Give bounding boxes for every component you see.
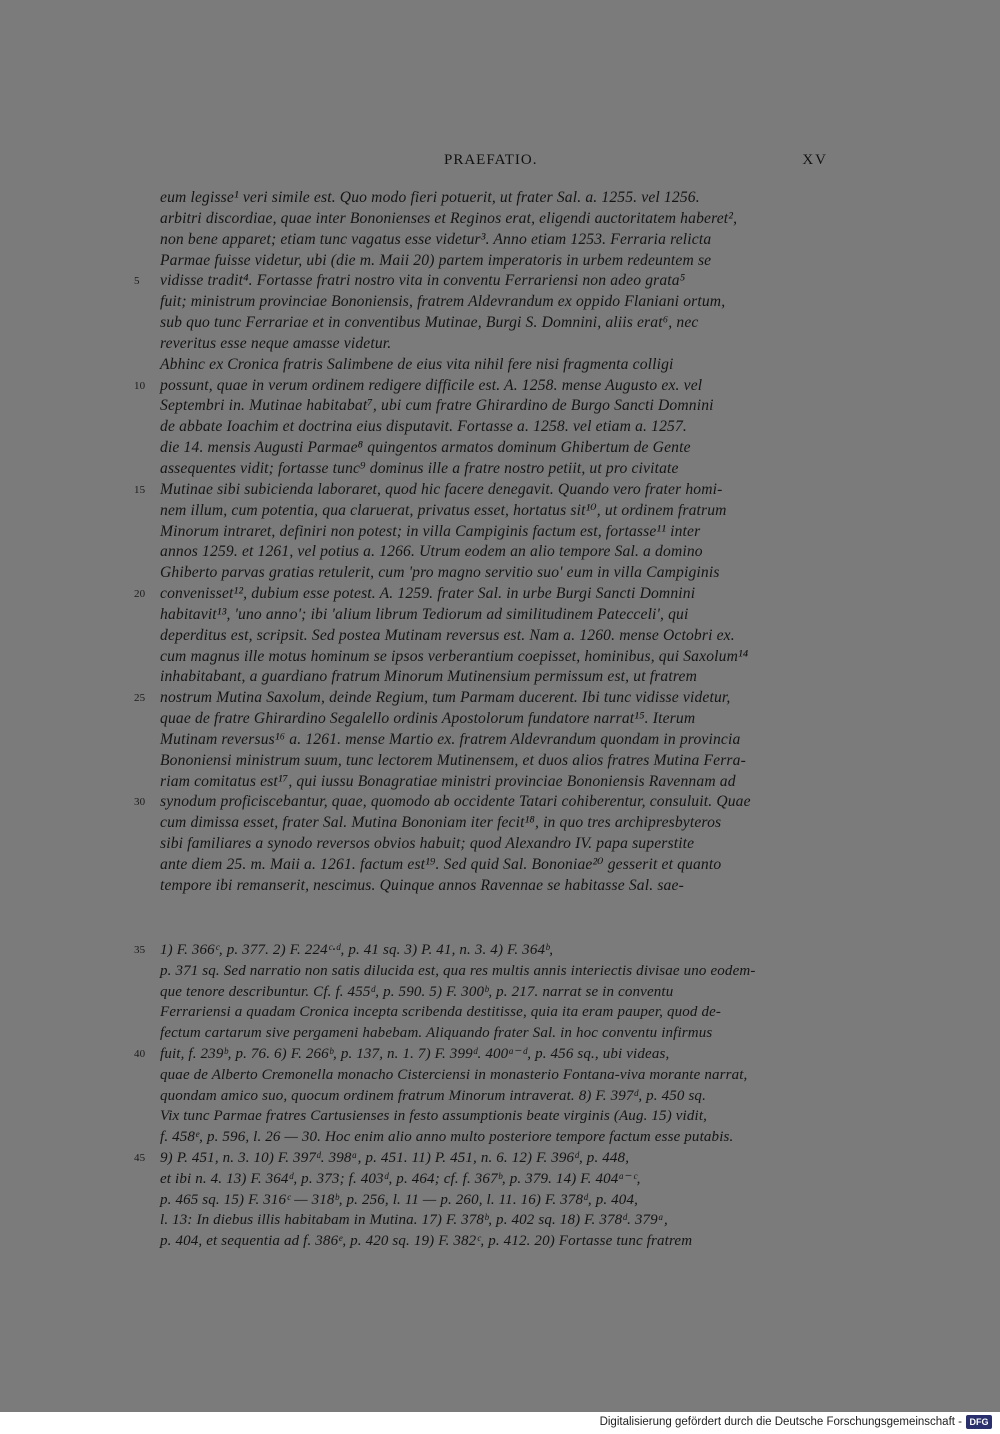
line-number: 25 [134, 692, 146, 705]
text-line [134, 271, 828, 292]
line-text: que tenore describuntur. Cf. f. 455ᵈ, p. 590. 5) F. 300ᵇ, p. 217. narrat se in conventu [160, 983, 674, 1000]
text-line [160, 647, 828, 668]
text-line [160, 459, 828, 480]
line-text: vidisse tradit⁴. Fortasse fratri nostro vita in conventu Ferrariensi non adeo grata⁵ [160, 272, 686, 290]
line-text: 9) P. 451, n. 3. 10) F. 397ᵈ. 398ᵃ, p. 451. 11) P. 451, n. 6. 12) F. 396ᵈ, p. 448, [160, 1149, 630, 1166]
line-text: synodum proficiscebantur, quae, quomodo ab occidente Tatari cohiberentur, consuluit. Quae [160, 793, 751, 811]
line-text: Mutinam reversus¹⁶ a. 1261. mense Martio ex. fratrem Aldevrandum quondam in provincia [160, 730, 741, 748]
line-text: tempore ibi remanserit, nescimus. Quinque annos Ravennae se habitasse Sal. sae- [160, 876, 684, 894]
line-text: riam comitatus est¹⁷, qui iussu Bonagratiae ministri provinciae Bononiensis Ravennam ad [160, 772, 736, 790]
line-text: die 14. mensis Augusti Parmae⁸ quingentos armatos dominum Ghibertum de Gente [160, 439, 691, 457]
line-text: de abbate Ioachim et doctrina eius disputavit. Fortasse a. 1258. vel etiam a. 1257. [160, 418, 687, 436]
line-text: Ghiberto parvas gratias retulerit, cum 'pro magno servitio suo' eum in villa Campiginis [160, 564, 720, 582]
line-text: reveritus esse neque amasse videtur. [160, 334, 392, 352]
page-title: PRAEFATIO. [444, 152, 538, 168]
text-line [160, 417, 828, 438]
text-line [160, 396, 828, 417]
text-line [134, 792, 828, 813]
footnote-line [160, 1002, 828, 1023]
text-line [160, 292, 828, 313]
line-number: 10 [134, 379, 146, 392]
footnote-line [160, 1169, 828, 1190]
footnote-line [160, 1127, 828, 1148]
dfg-logo: DFG [966, 1415, 992, 1429]
line-text: l. 13: In diebus illis habitabam in Mutina. 17) F. 378ᵇ, p. 402 sq. 18) F. 378ᵈ. 379ᵃ, [160, 1212, 668, 1229]
line-text: quae de Alberto Cremonella monacho Cisterciensi in monasterio Fontana-viva morante narrat, [160, 1066, 748, 1083]
footnote-line [134, 940, 828, 961]
line-text: quae de fratre Ghirardino Segalello ordinis Apostolorum fundatore narrat¹⁵. Iterum [160, 710, 696, 728]
text-line [160, 730, 828, 751]
text-line [160, 563, 828, 584]
funding-notice: Digitalisierung gefördert durch die Deutsche Forschungsgemeinschaft - [599, 1416, 962, 1428]
text-line [160, 438, 828, 459]
line-text: inhabitabant, a guardiano fratrum Minorum Mutinensium permissum est, ut fratrem [160, 668, 697, 686]
page-number: XV [802, 152, 828, 168]
line-text: Bononiensi ministrum suum, tunc lectorem Mutinensem, et duos alios fratres Mutina Ferra- [160, 751, 746, 769]
line-text: Vix tunc Parmae fratres Cartusienses in festo assumptionis beate virginis (Aug. 15) vidit, [160, 1108, 708, 1125]
text-line [160, 855, 828, 876]
footnote-line [160, 1086, 828, 1107]
line-text: Abhinc ex Cronica fratris Salimbene de eius vita nihil fere nisi fragmenta colligi [160, 355, 674, 373]
line-number: 30 [134, 796, 146, 809]
text-line [160, 834, 828, 855]
line-text: Minorum intraret, definiri non potest; in villa Campiginis factum est, fortasse¹¹ inter [160, 522, 701, 540]
text-line [160, 251, 828, 272]
text-line [160, 626, 828, 647]
text-line [160, 334, 828, 355]
text-line [160, 501, 828, 522]
line-text: Septembri in. Mutinae habitabat⁷, ubi cum fratre Ghirardino de Burgo Sancti Domnini [160, 397, 714, 415]
line-text: habitavit¹³, 'uno anno'; ibi 'alium librum Tediorum ad similitudinem Patecceli', qui [160, 605, 689, 623]
footnote-line [134, 1044, 828, 1065]
text-line [160, 542, 828, 563]
line-text: non bene apparet; etiam tunc vagatus esse videtur³. Anno etiam 1253. Ferraria relicta [160, 230, 712, 248]
line-text: assequentes vidit; fortasse tunc⁹ dominus ille a fratre nostro petiit, ut pro civitate [160, 459, 679, 477]
line-text: fectum cartarum sive pergameni habebam. Aliquando frater Sal. in hoc conventu infirmus [160, 1025, 713, 1042]
text-line [160, 772, 828, 793]
text-line [160, 709, 828, 730]
text-line [134, 480, 828, 501]
footer-bar [0, 1412, 1000, 1434]
line-text: arbitri discordiae, quae inter Bononienses et Reginos erat, eligendi auctoritatem haberet², [160, 209, 738, 227]
footnote-line [160, 1190, 828, 1211]
line-number: 5 [134, 275, 140, 288]
line-text: eum legisse¹ veri simile est. Quo modo fieri potuerit, ut frater Sal. a. 1255. vel 1256. [160, 189, 700, 206]
text-line [134, 584, 828, 605]
line-text: Mutinae sibi subicienda laboraret, quod hic facere denegavit. Quando vero frater homi- [160, 480, 723, 498]
footnotes [134, 940, 828, 1252]
running-header [160, 152, 828, 172]
line-text: nostrum Mutina Saxolum, deinde Regium, tum Parmam ducerent. Ibi tunc vidisse videtur, [160, 689, 731, 707]
line-text: possunt, quae in verum ordinem redigere difficile est. A. 1258. mense Augusto ex. vel [160, 376, 703, 394]
text-line [160, 667, 828, 688]
line-text: cum dimissa esset, frater Sal. Mutina Bononiam iter fecit¹⁸, in quo tres archipresbyteros [160, 814, 722, 832]
line-text: cum magnus ille motus hominum se ipsos verberantium coepisset, hominibus, qui Saxolum¹⁴ [160, 647, 749, 665]
line-text: fuit; ministrum provinciae Bononiensis, fratrem Aldevrandum ex oppido Flaniani ortum, [160, 293, 726, 311]
text-line [160, 605, 828, 626]
line-text: Ferrariensi a quadam Cronica incepta scribenda destitisse, quia ita eram pauper, quod de- [160, 1004, 722, 1021]
line-text: fuit, f. 239ᵇ, p. 76. 6) F. 266ᵇ, p. 137, n. 1. 7) F. 399ᵈ. 400ᵃ⁻ᵈ, p. 456 sq., ubi videas, [160, 1045, 670, 1062]
footnote-line [160, 1231, 828, 1252]
line-number: 15 [134, 483, 146, 496]
line-text: p. 371 sq. Sed narratio non satis dilucida est, qua res multis annis interiectis divisae uno eodem- [160, 962, 756, 979]
text-line [160, 813, 828, 834]
footnote-line [160, 982, 828, 1003]
line-text: ante diem 25. m. Maii a. 1261. factum est¹⁹. Sed quid Sal. Bononiae²⁰ gesserit et quanto [160, 856, 722, 873]
footnote-line [160, 1210, 828, 1231]
text-line [160, 876, 828, 897]
footnote-line [160, 1023, 828, 1044]
text-line [160, 230, 828, 251]
line-number: 35 [134, 944, 146, 956]
line-text: f. 458ᵉ, p. 596, l. 26 — 30. Hoc enim alio anno multo posteriore tempore factum esse putabis. [160, 1129, 734, 1146]
line-number: 45 [134, 1151, 146, 1164]
main-text [134, 188, 828, 897]
footnote-line [160, 961, 828, 982]
line-text: nem illum, cum potentia, qua claruerat, privatus esset, hortatus sit¹⁰, ut ordinem fratrum [160, 501, 727, 519]
line-number: 20 [134, 588, 146, 601]
line-text: sub quo tunc Ferrariae et in conventibus Mutinae, Burgi S. Domnini, aliis erat⁶, nec [160, 314, 699, 332]
text-line [160, 209, 828, 230]
text-line [160, 751, 828, 772]
text-line [160, 188, 828, 209]
text-line [160, 355, 828, 376]
line-number: 40 [134, 1047, 146, 1060]
footnote-line [160, 1106, 828, 1127]
line-text: p. 404, et sequentia ad f. 386ᵉ, p. 420 sq. 19) F. 382ᶜ, p. 412. 20) Fortasse tunc fratrem [160, 1233, 693, 1250]
footnote-line [134, 1148, 828, 1169]
line-text: 1) F. 366ᶜ, p. 377. 2) F. 224ᶜ·ᵈ, p. 41 sq. 3) P. 41, n. 3. 4) F. 364ᵇ, [160, 942, 554, 958]
text-line [134, 688, 828, 709]
line-text: p. 465 sq. 15) F. 316ᶜ — 318ᵇ, p. 256, l. 11 — p. 260, l. 11. 16) F. 378ᵈ, p. 404, [160, 1191, 638, 1208]
line-text: deperditus est, scripsit. Sed postea Mutinam reversus est. Nam a. 1260. mense Octobri ex. [160, 626, 735, 644]
text-line [134, 376, 828, 397]
line-text: sibi familiares a synodo reversos obvios habuit; quod Alexandro IV. papa superstite [160, 835, 695, 853]
text-line [160, 313, 828, 334]
footnote-line [160, 1065, 828, 1086]
text-line [160, 522, 828, 543]
line-text: quondam amico suo, quocum ordinem fratrum Minorum intraverat. 8) F. 397ᵈ, p. 450 sq. [160, 1087, 706, 1104]
line-text: et ibi n. 4. 13) F. 364ᵈ, p. 373; f. 403ᵈ, p. 464; cf. f. 367ᵇ, p. 379. 14) F. 404ᵃ⁻ᶜ, [160, 1170, 641, 1187]
line-text: convenisset¹², dubium esse potest. A. 1259. frater Sal. in urbe Burgi Sancti Domnini [160, 585, 696, 603]
line-text: Parmae fuisse videtur, ubi (die m. Maii 20) partem imperatoris in urbem redeuntem se [160, 251, 712, 269]
line-text: annos 1259. et 1261, vel potius a. 1266. Utrum eodem an alio tempore Sal. a domino [160, 543, 703, 561]
